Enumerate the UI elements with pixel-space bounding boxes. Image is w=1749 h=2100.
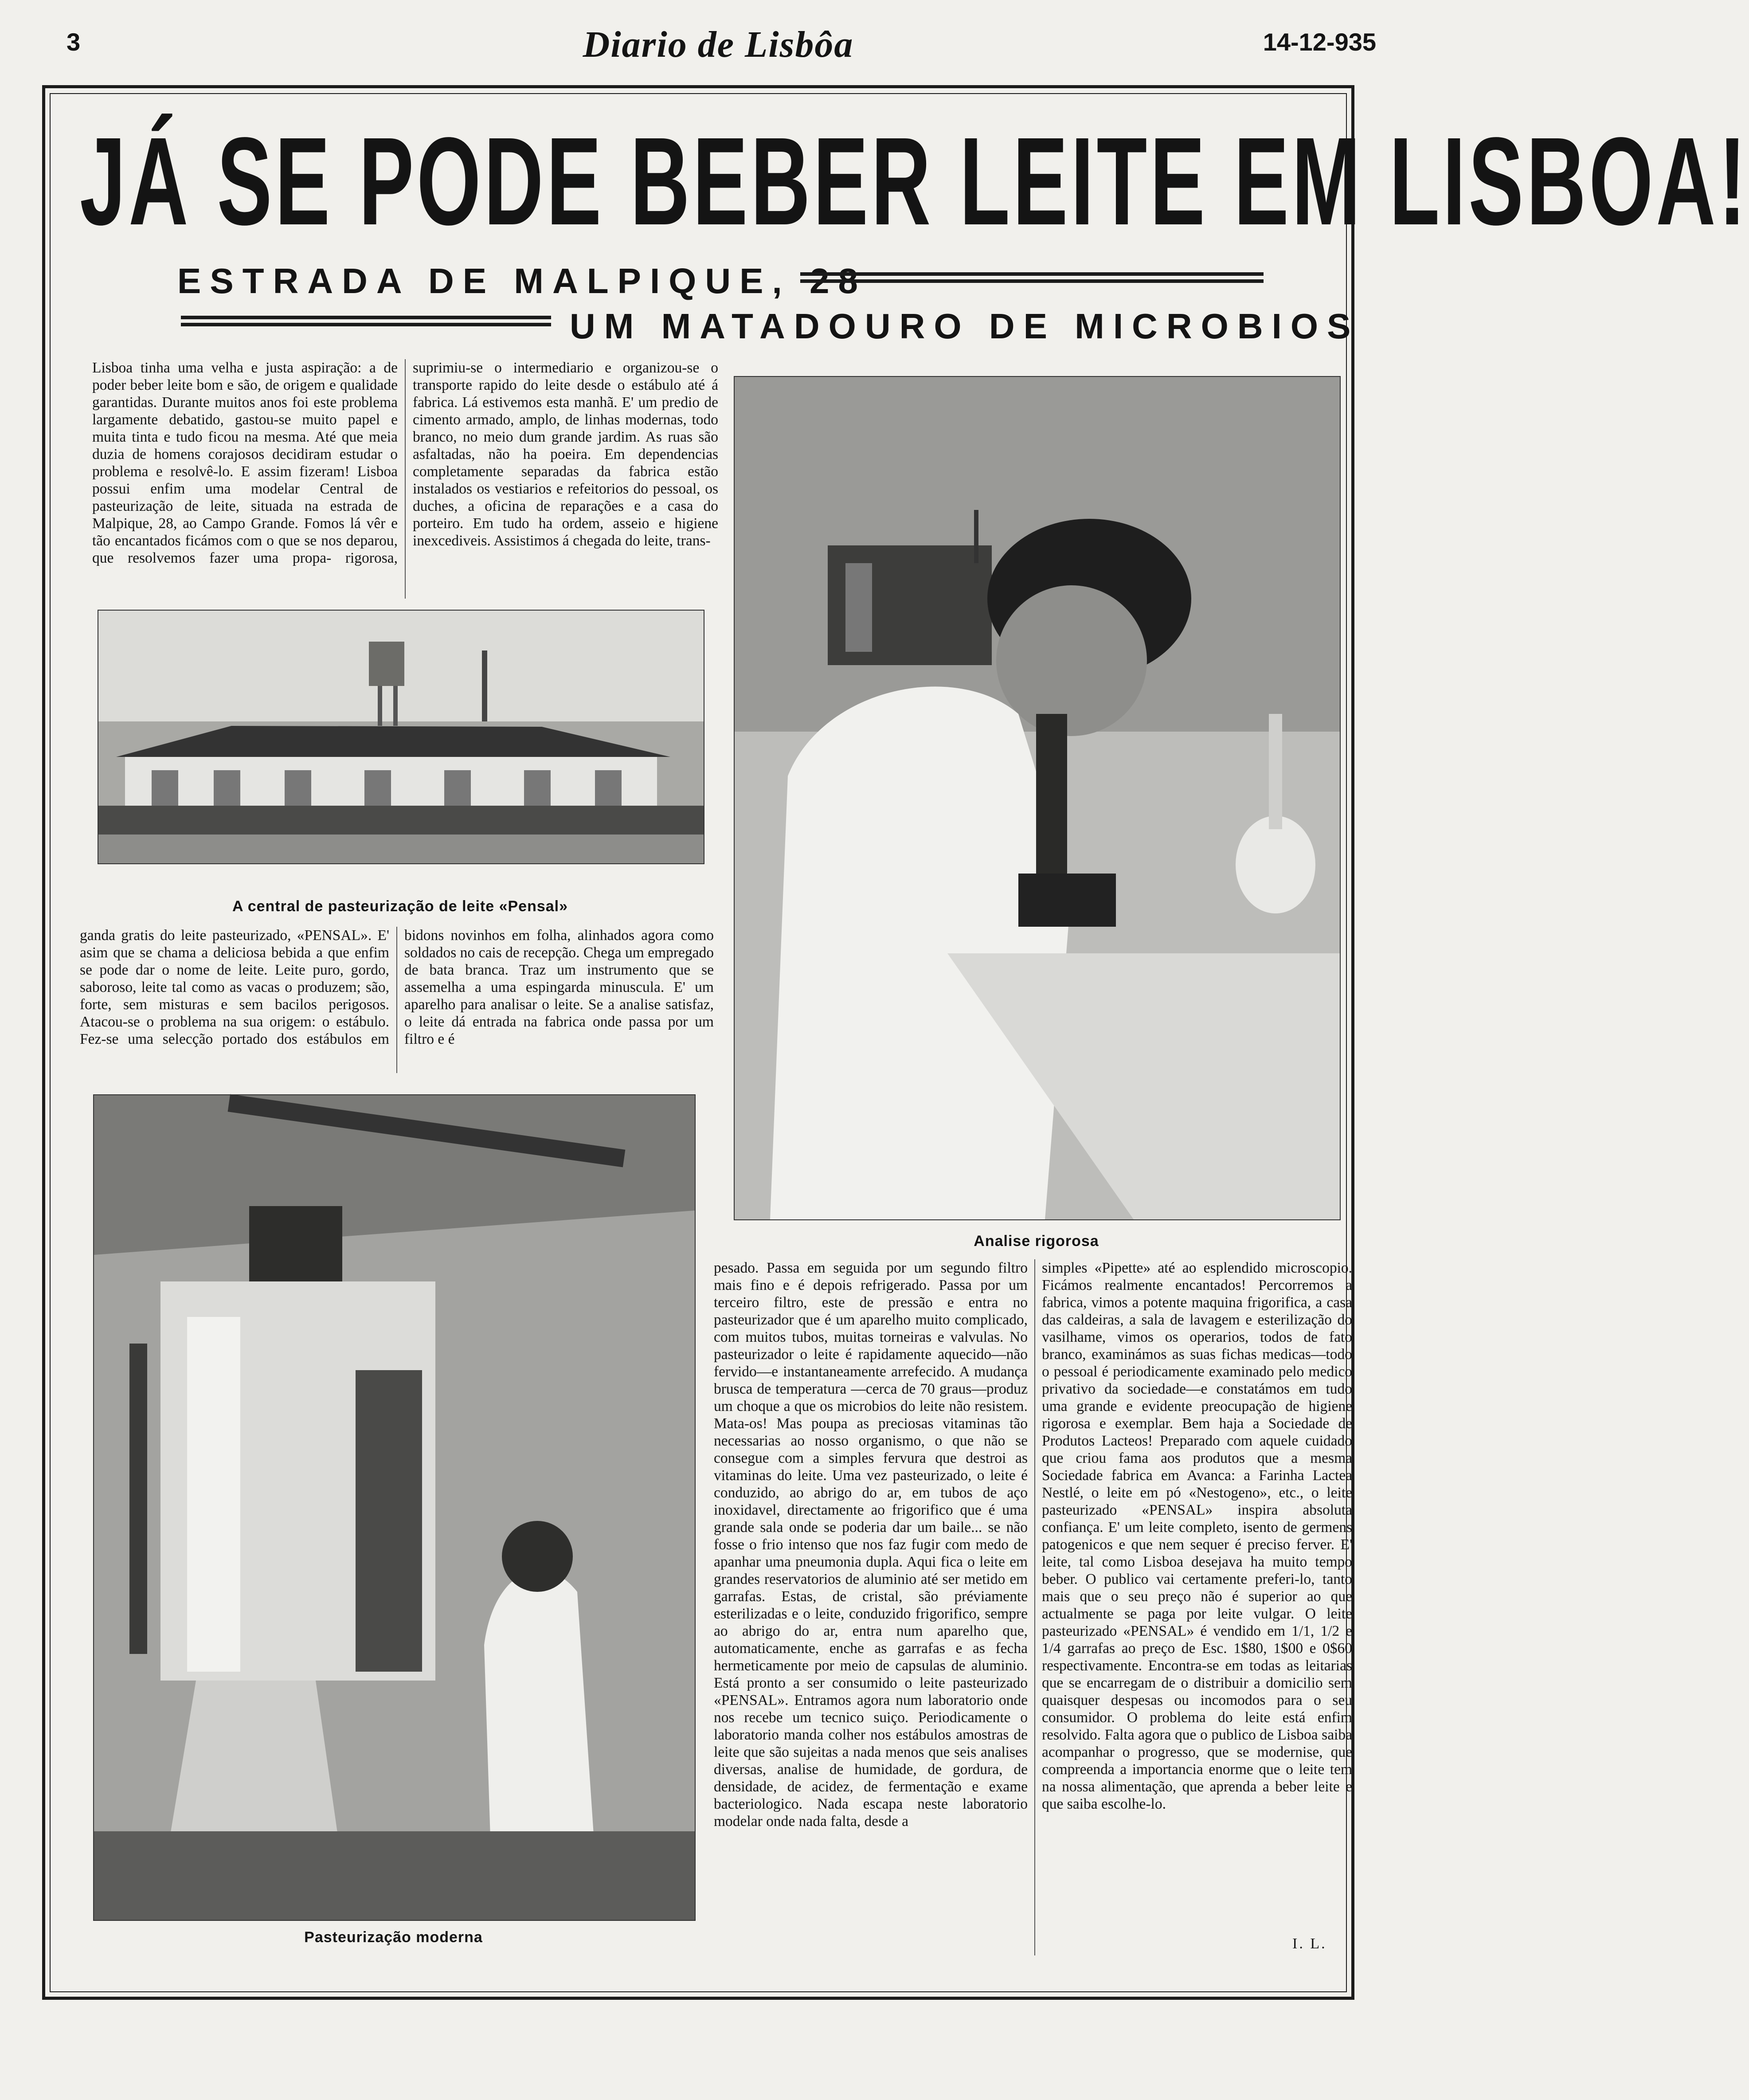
article-intro-text: Lisboa tinha uma velha e justa aspiração: a de poder beber leite bom e são, de origem e qualidade garantidas. Durante muitos anos foi este problema largamente debatido, gastou-se muito papel e muita tinta e tudo ficou na mesma. Até que meia duzia de homens corajosos decidiram estudar o problema e resolvê-lo. E assim fizeram! Lisboa possui enfim uma modelar Central de pasteurização de leite, situada na estrada de Malpique, 28, ao Campo Grande. Fomos lá vêr e tão encantados ficámos com o que se nos deparou, que resolvemos fazer uma propa- rigorosa, suprimiu-se o intermediario e organizou-se o transporte rapido do leite desde o estábulo até á fabrica. Lá estivemos esta manhã. E' um predio de cimento armado, amplo, de linhas modernas, todo branco, no meio dum grande jardim. As ruas são asfaltadas, não ha poeira. Em dependencias completamente separadas da fabrica estão instalados os vestiarios e refeitorios do pessoal, os duches, a oficina de reparações e a casa do porteiro. Em tudo ha ordem, asseio e higiene inexcediveis. Assistimos á chegada do leite, trans- [92,360,718,566]
article-bottom-text-2: simples «Pipette» até ao esplendido microscopio. Ficámos realmente encantados! Percorremos a fabrica, vimos a potente maquina frigorifica, a casa das caldeiras, a sala de lavagem e esterilização do vasilhame, vimos os operarios, todos de fato branco, examinámos as suas fichas medicas—todo o pessoal é periodicamente examinado pelo medico privativo da sociedade—e constatámos em tudo uma grande e evidente preocupação de higiene rigorosa e exemplar. Bem haja a Sociedade de Produtos Lacteos! Preparado com aquele cuidado que criou fama aos produtos que a mesma Sociedade fabrica em Avanca: a Farinha Lactea Nestlé, o leite em pó «Nestogeno», etc., o leite pasteurizado «PENSAL» inspira absoluta confiança. E' um leite completo, isento de germens patogenicos e que nem sequer é preciso ferver. E' leite, tal como Lisboa desejava ha muito tempo beber. O publico vai certamente preferi-lo, tanto mais que o seu preço não é superior ao que actualmente se paga por leite vulgar. O leite pasteurizado «PENSAL» é vendido em 1/1, 1/2 e 1/4 garrafas ao preço de Esc. 1$80, 1$00 e 0$60 respectivamente. Encontra-se em todas as leitarias que se encarregam de o distribuir a domicilio sem quaisquer despesas ou incomodos para o seu consumidor. O problema do leite está enfim resolvido. Falta agora que o publico de Lisboa saiba acompanhar o progresso, que se modernise, que compreenda a importancia enorme que o leite tem na nossa alimentação, que aprenda a beber leite e que saiba escolhe-lo. [1042,1260,1352,1812]
subheading-address: ESTRADA DE MALPIQUE, 28 [177,261,867,301]
pasteurization-photo [93,1094,696,1921]
subheading-tagline: UM MATADOURO DE MICROBIOS [570,306,1360,346]
issue-date: 14-12-935 [1263,28,1376,56]
pasteurization-photo-caption: Pasteurização moderna [304,1929,483,1946]
newspaper-masthead: Diario de Lisbôa [583,24,854,65]
article-headline: JÁ SE PODE BEBER LEITE EM LISBOA! [80,111,1749,251]
microscope-photo-caption: Analise rigorosa [974,1233,1099,1250]
factory-photo [98,610,704,864]
article-bottom-text-1: pesado. Passa em seguida por um segundo filtro mais fino e é depois refrigerado. Passa por um terceiro filtro, este de pressão e entra no pasteurizador que é um aparelho muito complicado, com muitos tubos, muitas torneiras e valvulas. No pasteurizador o leite é rapidamente aquecido—não fervido—e instantaneamente arrefecido. A mudança brusca de temperatura —cerca de 70 graus—produz um choque a que os microbios do leite não resistem. Mata-os! Mas poupa as preciosas vitaminas tão necessarias ao nosso organismo, o que não se consegue com a simples fervura que destroi as vitaminas do leite. Uma vez pasteurizado, o leite é conduzido, ao abrigo do ar, em tubos de aço inoxidavel, directamente ao frigorifico que é uma grande sala onde se poderia dar um baile... se não fosse o frio intenso que nos faz fugir com medo de apanhar uma pneumonia dupla. Aqui fica o leite em grandes reservatorios de aluminio até ser metido em garrafas. Estas, de cristal, são préviamente esterilizadas e o leite, conduzido frigorifico, sempre ao abrigo do ar, entra num aparelho que, automaticamente, enche as garrafas e as fecha hermeticamente por meio de capsulas de aluminio. Está pronto a ser consumido o leite pasteurizado «PENSAL». Entramos agora num laboratorio onde nos recebe um tecnico suiço. Periodicamente o laboratorio manda colher nos estábulos amostras de leite que são sujeitas a nada menos que seis analises diversas, analise de humidade, de gordura, de densidade, de acidez, de fermentação e exame bacteriologico. Nada escapa neste laboratorio modelar onde nada falta, desde a [714,1260,1028,1830]
page-number: 3 [67,28,81,56]
decorative-rule [181,316,551,326]
pasteurization-equipment-image [94,1095,695,1920]
factory-photo-caption: A central de pasteurização de leite «Pensal» [232,898,568,915]
author-signature: I. L. [1292,1935,1327,1952]
decorative-rule [800,272,1264,283]
microscope-photo [734,376,1341,1220]
article-middle-text: ganda gratis do leite pasteurizado, «PENSAL». E' asim que se chama a deliciosa bebida a que enfim se pode dar o nome de leite. Leite puro, gordo, saboroso, leite tal como as vacas o produzem; são, forte, sem misturas e sem bacilos perigosos. Atacou-se o problema na sua origem: o estábulo. Fez-se uma selecção portado dos estábulos em bidons novinhos em folha, alinhados agora como soldados no cais de recepção. Chega um empregado de bata branca. Traz um instrumento que se assemelha a uma espingarda minuscula. E' um aparelho para analisar o leite. Se a analise satisfaz, o leite dá entrada na fabrica onde passa por um filtro e é [80,927,714,1047]
column-divider [1034,1259,1035,1955]
laboratory-microscope-image [735,377,1340,1219]
factory-building-image [98,611,704,863]
